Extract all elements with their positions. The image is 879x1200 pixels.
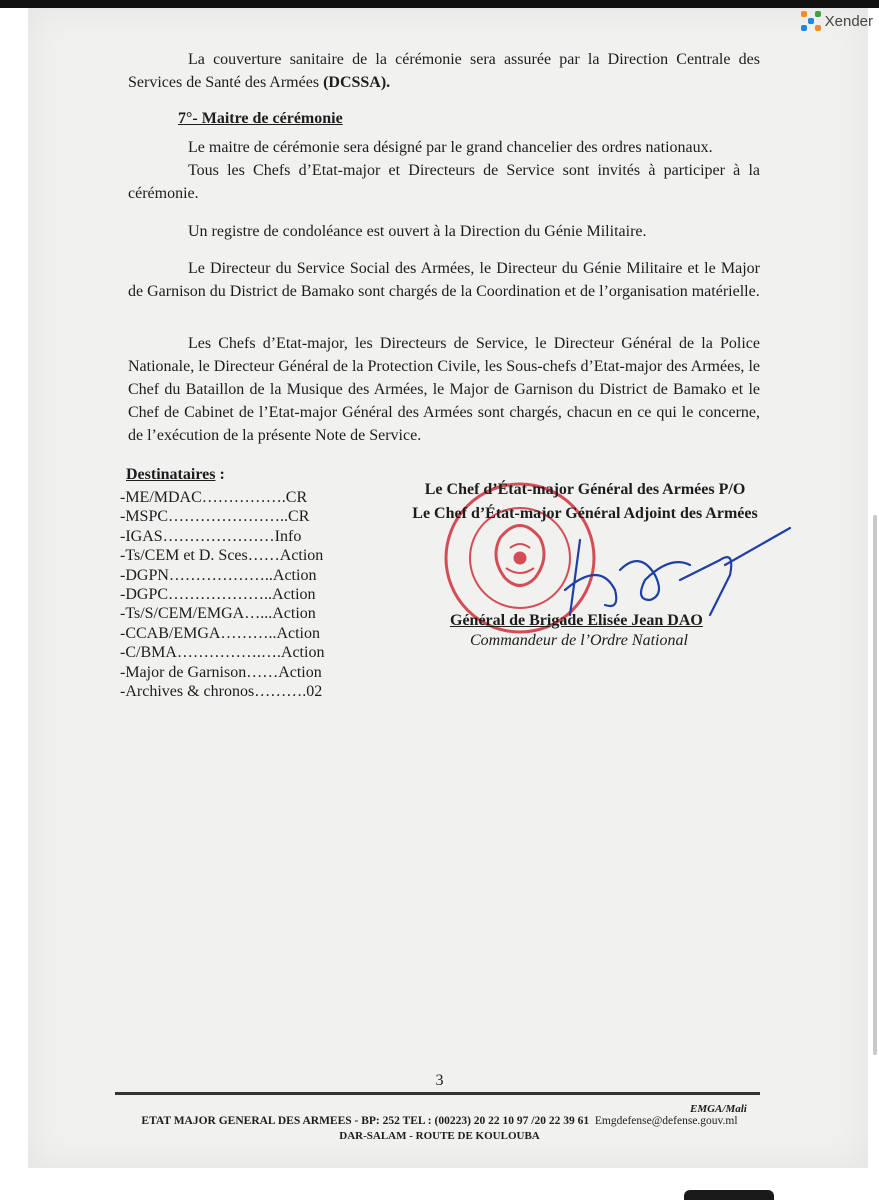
paragraph-dcssa — [128, 48, 760, 94]
destinataires-list — [120, 488, 324, 701]
scrollbar[interactable] — [873, 515, 877, 1055]
section-heading-maitre: 7°- Maitre de cérémonie — [178, 110, 343, 127]
signature-title-line-2: Le Chef d’État-major Général Adjoint des Armées — [412, 505, 758, 522]
destinataire-item: -Ts/S/CEM/EMGA…...Action — [120, 605, 316, 623]
destinataires-title-text: Destinataires — [126, 466, 216, 483]
footer-divider — [115, 1092, 760, 1095]
destinataires-title — [126, 466, 225, 484]
xender-watermark — [801, 8, 873, 34]
paragraph-maitre: Le maitre de cérémonie sera désigné par le grand chancelier des ordres nationaux. — [188, 139, 713, 156]
page-number: 3 — [435, 1072, 444, 1089]
destinataires-colon: : — [215, 466, 225, 483]
destinataire-item: -Ts/CEM et D. Sces……Action — [120, 547, 324, 565]
destinataire-item: -CCAB/EMGA………..Action — [120, 624, 320, 642]
destinataire-item: -IGAS…………………Info — [120, 527, 302, 545]
destinataire-item: -DGPC………………..Action — [120, 586, 316, 604]
xender-label: Xender — [824, 12, 873, 30]
paragraph-chefs: Tous les Chefs d’Etat-major et Directeurs de Service sont invités à participer à la cérémonie. — [128, 162, 760, 202]
paragraph-dcssa-text: La couverture sanitaire de la cérémonie sera assurée par la Direction Centrale des Services de Santé des Armées — [128, 51, 760, 91]
dcssa-acronym: (DCSSA). — [323, 74, 391, 91]
destinataire-item: -Archives & chronos……….02 — [120, 683, 323, 701]
signature-block — [395, 478, 775, 526]
destinataire-item: -DGPN………………..Action — [120, 566, 317, 584]
destinataire-item: -Major de Garnison……Action — [120, 663, 322, 681]
footer-address-text: ETAT MAJOR GENERAL DES ARMEES - BP: 252 TEL : (00223) 20 22 10 97 /20 22 39 61 — [141, 1115, 590, 1127]
signatory-name: Général de Brigade Elisée Jean DAO — [450, 612, 703, 629]
paragraph-registre: Un registre de condoléance est ouvert à la Direction du Génie Militaire. — [188, 223, 647, 240]
footer-address-line-1 — [0, 1115, 879, 1127]
signatory-rank: Commandeur de l’Ordre National — [470, 632, 688, 649]
destinataire-item: -MSPC…………………..CR — [120, 508, 310, 526]
footer-address-line-2: DAR-SALAM - ROUTE DE KOULOUBA — [339, 1130, 540, 1142]
signature-title-line-1: Le Chef d’État-major Général des Armées P/O — [424, 481, 746, 498]
paragraph-execution: Les Chefs d’Etat-major, les Directeurs de Service, le Directeur Général de la Police Nationale, le Directeur Général de la Protection Civile, les Sous-chefs d’Etat-major des Armées, le Chef du Bataillon de la Musique des Armées, le Major de Garnison du District de Bamako et le Chef de Cabinet de l’Etat-major Général des Armées sont chargés, chacun en ce qui le concerne, de l’exécution de la présente Note de Service. — [128, 335, 760, 444]
xender-icon — [801, 11, 821, 31]
destinataire-item: -C/BMA…………….….Action — [120, 644, 325, 662]
bottom-tab-handle[interactable] — [684, 1190, 774, 1200]
destinataire-item: -ME/MDAC…………….CR — [120, 489, 308, 506]
top-bar — [0, 0, 879, 8]
paragraph-coordination: Le Directeur du Service Social des Armées, le Directeur du Génie Militaire et le Major de Garnison du District de Bamako sont chargés de la Coordination et de l’organisation matérielle. — [128, 260, 760, 300]
footer-email: Emgdefense@defense.gouv.ml — [594, 1115, 738, 1127]
footer-emga: EMGA/Mali — [690, 1103, 747, 1115]
